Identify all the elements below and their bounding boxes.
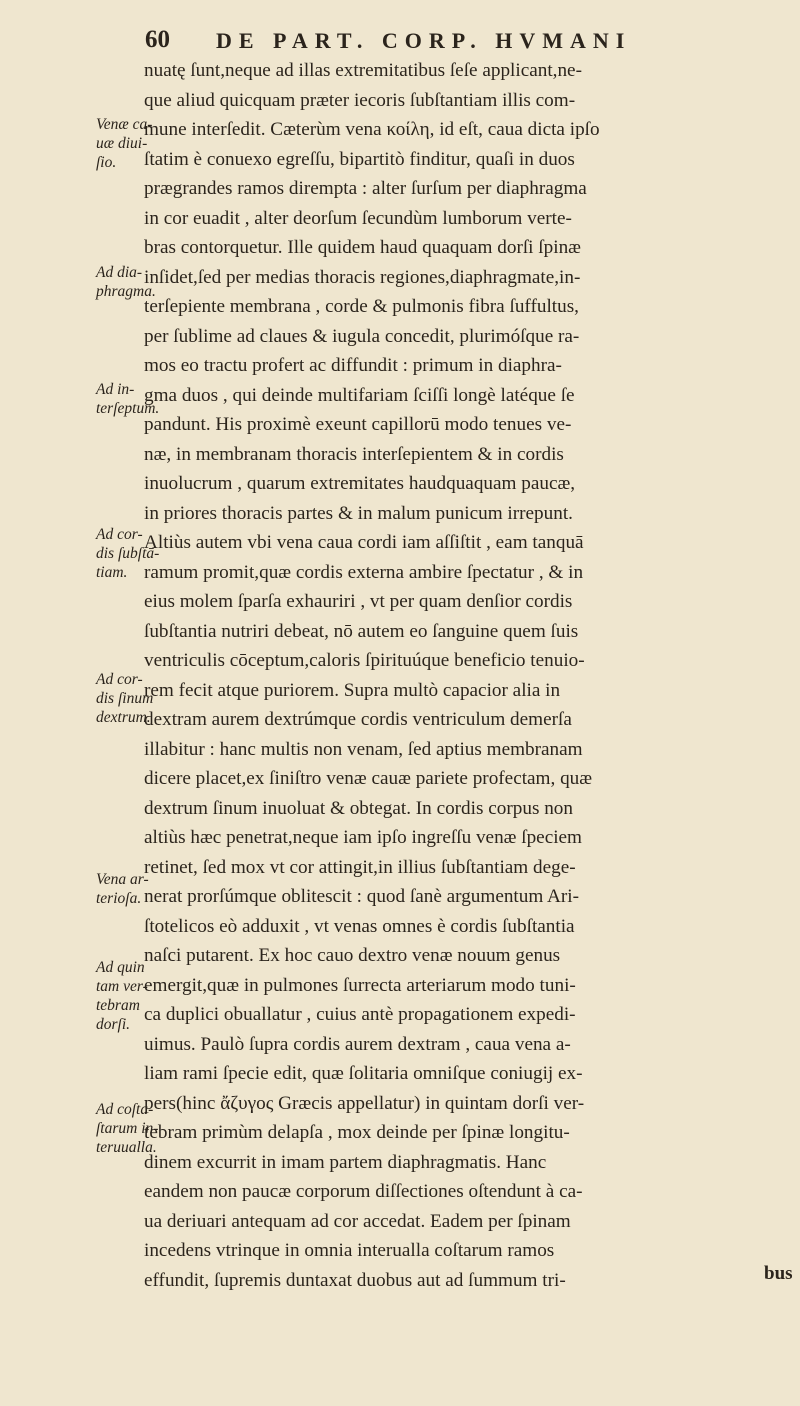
margin-note-line: Ad dia-: [96, 264, 143, 281]
margin-note-line: dorſi.: [96, 1016, 131, 1033]
text-line: incedens vtrinque in omnia interualla coſtarum ramos: [144, 1240, 555, 1261]
text-line: rem fecit atque puriorem. Supra multò capacior alia in: [144, 679, 561, 701]
margin-note-line: tiam.: [96, 564, 128, 581]
margin-note-line: Ad in-: [96, 381, 135, 398]
text-line: eandem non paucæ corporum diſſectiones oſtendunt à ca-: [144, 1181, 583, 1202]
margin-note-line: tebram: [96, 997, 140, 1014]
text-line: illabitur : hanc multis non venam, ſed aptius membranam: [144, 738, 583, 760]
margin-note-line: ſtarum in-: [96, 1120, 159, 1137]
text-line: dextram aurem dextrúmque cordis ventriculum demerſa: [144, 709, 572, 730]
margin-note-line: Vena ar-: [96, 871, 149, 888]
text-line: inuolucrum , quarum extremitates haudquaquam paucæ,: [144, 473, 576, 494]
text-line: effundit, ſupremis duntaxat duobus aut ad ſummum tri-: [144, 1269, 566, 1291]
catchword: bus: [764, 1263, 793, 1284]
margin-note: [96, 115, 153, 172]
margin-note-line: terioſa.: [96, 890, 142, 907]
text-line: emergit,quæ in pulmones ſurrecta arteriarum modo tuni-: [144, 974, 576, 996]
text-line: prægrandes ramos dirempta : alter ſurſum per diaphragma: [144, 178, 587, 199]
text-line: ſtatim è conuexo egreſſu, bipartitò finditur, quaſi in duos: [144, 148, 575, 170]
text-line: terſepiente membrana , corde & pulmonis fibra ſuffultus,: [144, 296, 579, 317]
margin-note: [96, 1100, 159, 1157]
text-line: in priores thoracis partes & in malum punicum irrepunt.: [144, 502, 573, 524]
margin-note-line: dextrum.: [96, 709, 151, 726]
margin-note: [96, 525, 160, 582]
text-line: gma duos , qui deinde multifariam ſciſſi longè latéque ſe: [144, 384, 575, 406]
text-line: pers(hinc ἄζυγος Græcis appellatur) in quintam dorſi ver-: [144, 1092, 585, 1114]
margin-note-line: uæ diui-: [96, 135, 148, 152]
text-line: inſidet,ſed per medias thoracis regiones,diaphragmate,in-: [144, 266, 581, 288]
text-line: naſci putarent. Ex hoc cauo dextro venæ nouum genus: [144, 945, 561, 966]
text-line: que aliud quicquam præter iecoris ſubſtantiam illis com-: [144, 89, 576, 111]
text-line: in cor euadit , alter deorſum ſecundùm lumborum verte-: [144, 207, 572, 229]
text-line: mos eo tractu profert ac diffundit : primum in diaphra-: [144, 355, 562, 376]
text-line: ca duplici obuallatur , cuius antè propagationem expedi-: [144, 1004, 576, 1025]
margin-note-line: teruualla.: [96, 1139, 157, 1156]
margin-note: [96, 263, 156, 301]
text-line: dicere placet,ex ſiniſtro venæ cauæ pariete profectam, quæ: [144, 768, 593, 789]
margin-note: [96, 380, 160, 418]
margin-note-line: phragma.: [96, 283, 156, 300]
text-line: retinet, ſed mox vt cor attingit,in illius ſubſtantiam dege-: [144, 856, 576, 878]
text-line: ramum promit,quæ cordis externa ambire ſpectatur , & in: [144, 561, 584, 583]
text-line: liam rami ſpecie edit, quæ ſolitaria omniſque coniugij ex-: [144, 1063, 583, 1084]
margin-note-line: Ad cor-: [96, 671, 143, 688]
text-line: ſubſtantia nutriri debeat, nō autem eo ſanguine quem ſuis: [144, 620, 579, 642]
margin-note-line: dis ſubſtā-: [96, 545, 160, 562]
text-line: næ, in membranam thoracis interſepientem & in cordis: [144, 443, 564, 465]
margin-note: [96, 958, 148, 1034]
text-line: tebram primùm delapſa , mox deinde per ſpinæ longitu-: [144, 1122, 570, 1143]
text-line: nerat prorſúmque oblitescit : quod ſanè argumentum Ari-: [144, 886, 579, 907]
margin-note-line: Venæ ca-: [96, 116, 153, 133]
running-head: DE PART. CORP. HVMANI: [216, 28, 632, 53]
margin-note-line: ſio.: [96, 154, 117, 171]
text-line: pandunt. His proximè exeunt capillorū modo tenues ve-: [144, 414, 572, 435]
page-number: 60: [145, 26, 170, 53]
margin-note: [96, 670, 154, 727]
margin-note: [96, 870, 149, 908]
text-line: bras contorquetur. Ille quidem haud quaquam dorſi ſpinæ: [144, 237, 581, 258]
text-line: dinem excurrit in imam partem diaphragmatis. Hanc: [144, 1151, 547, 1173]
body-text: [144, 56, 794, 1295]
text-line: ventriculis cōceptum,caloris ſpirituúque beneficio tenuio-: [144, 650, 585, 671]
text-line: mune interſedit. Cæterùm vena κοίλη, id eſt, caua dicta ipſo: [144, 119, 600, 140]
text-line: ua deriuari antequam ad cor accedat. Eadem per ſpinam: [144, 1210, 571, 1232]
text-line: uimus. Paulò ſupra cordis aurem dextram , caua vena a-: [144, 1033, 571, 1055]
margin-note-line: tam ver-: [96, 978, 148, 995]
text-line: altiùs hæc penetrat,neque iam ipſo ingreſſu venæ ſpeciem: [144, 827, 582, 848]
text-line: nuatę ſunt,neque ad illas extremitatibus ſeſe applicant,ne-: [144, 60, 582, 81]
margin-note-line: Ad coſta-: [96, 1101, 154, 1118]
margin-note-line: dis ſinum: [96, 690, 154, 707]
text-line: per ſublime ad claues & iugula concedit, plurimóſque ra-: [144, 325, 580, 347]
text-line: eius molem ſparſa exhauriri , vt per quam denſior cordis: [144, 591, 573, 612]
margin-note-line: Ad cor-: [96, 526, 143, 543]
text-line: ſtotelicos eò adduxit , vt venas omnes è cordis ſubſtantia: [144, 915, 575, 937]
text-line: Altiùs autem vbi vena caua cordi iam aſſiſtit , eam tanquā: [144, 532, 584, 553]
margin-note-line: Ad quin: [96, 959, 145, 976]
text-line: dextrum ſinum inuoluat & obtegat. In cordis corpus non: [144, 797, 573, 819]
margin-note-line: terſeptum.: [96, 400, 160, 417]
